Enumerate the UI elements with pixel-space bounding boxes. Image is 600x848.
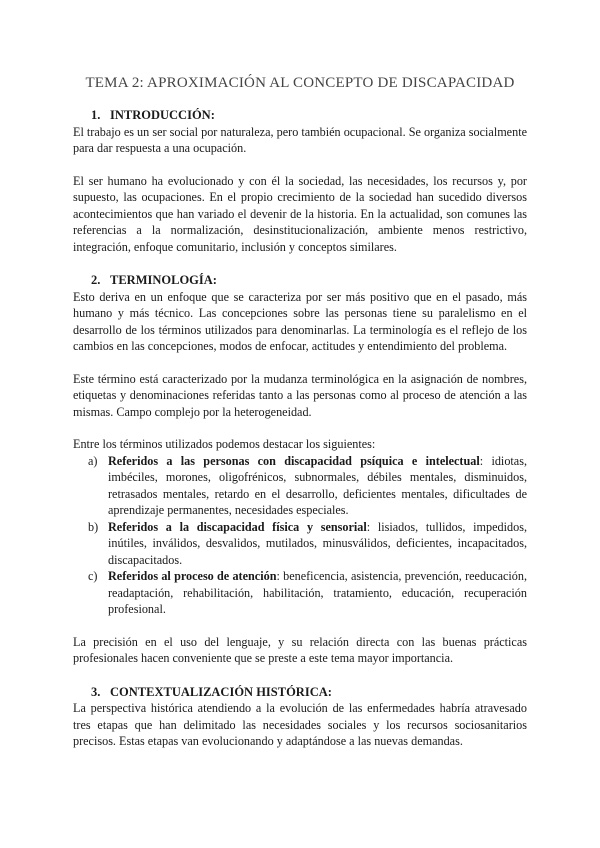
list-item	[73, 568, 527, 618]
list-item-bold: Referidos a la discapacidad física y sensorial	[108, 519, 367, 534]
list-item-text: : lisiados, tullidos, impedidos, inútiles, inválidos, desvalidos, mutilados, minusválidos, deficientes, incapacitados, discapacitados.	[108, 519, 527, 567]
section-number: 2.	[91, 273, 101, 287]
list-item-text: : idiotas, imbéciles, morones, oligofrénicos, subnormales, débiles mentales, disminuidos, retrasados mentales, retardo en el desarrollo, deficientes mentales, dificultades de aprendizaje permanentes, necesidades especiales.	[108, 453, 527, 517]
section-heading-introduccion	[73, 107, 527, 124]
list-item	[73, 519, 527, 569]
list-marker: a)	[88, 453, 98, 468]
section-number: 1.	[91, 108, 101, 122]
section-title: INTRODUCCIÓN:	[110, 108, 215, 122]
paragraph: Esto deriva en un enfoque que se caracteriza por ser más positivo que en el pasado, más humano y más técnico. Las concepciones sobre las personas tiene su paralelismo en el desarrollo de los términos utilizados para denominarlas. La terminología es el reflejo de los cambios en las concepciones, modos de enfocar, actitudes y entendimiento del problema.	[73, 289, 527, 353]
section-heading-contextualizacion	[73, 684, 527, 701]
list-item	[73, 453, 527, 519]
terms-list	[73, 453, 527, 618]
section-heading-terminologia	[73, 272, 527, 289]
list-marker: c)	[88, 569, 98, 583]
list-marker: b)	[88, 519, 99, 534]
section-number: 3.	[91, 684, 101, 699]
paragraph: La precisión en el uso del lenguaje, y su relación directa con las buenas prácticas profesionales hacen conveniente que se preste a este tema mayor importancia.	[73, 634, 527, 665]
list-item-text: : beneficencia, asistencia, prevención, reeducación, readaptación, rehabilitación, habilitación, tratamiento, educación, recuperación profesional.	[108, 569, 528, 616]
section-title: TERMINOLOGÍA:	[110, 273, 217, 287]
paragraph: El trabajo es un ser social por naturaleza, pero también ocupacional. Se organiza socialmente para dar respuesta a una ocupación.	[73, 124, 527, 155]
paragraph: Entre los términos utilizados podemos destacar los siguientes:	[73, 437, 376, 451]
list-item-bold: Referidos al proceso de atención	[108, 569, 277, 583]
paragraph: La perspectiva histórica atendiendo a la evolución de las enfermedades habría atravesado tres etapas que han delimitado las necesidades sociales y los recursos sociosanitarios precisos. Estas etapas van evolucionando y adaptándose a las nuevas demandas.	[73, 701, 527, 748]
list-item-bold: Referidos a las personas con discapacidad psíquica e intelectual	[108, 453, 480, 468]
section-title: CONTEXTUALIZACIÓN HISTÓRICA:	[110, 684, 332, 699]
paragraph: Este término está caracterizado por la mudanza terminológica en la asignación de nombres, etiquetas y denominaciones referidas tanto a las personas como al proceso de atención a las mismas. Campo complejo por la heterogeneidad.	[73, 371, 527, 419]
paragraph: El ser humano ha evolucionado y con él la sociedad, las necesidades, los recursos y, por supuesto, las ocupaciones. En el propio crecimiento de la sociedad han sucedido diversos acontecimientos que han variado el devenir de la historia. En la actualidad, son comunes las referencias a la normalización, desinstitucionalización, ambiente menos restrictivo, integración, enfoque comunitario, inclusión y conceptos similares.	[73, 173, 527, 254]
page-title: TEMA 2: APROXIMACIÓN AL CONCEPTO DE DISCAPACIDAD	[85, 75, 515, 91]
